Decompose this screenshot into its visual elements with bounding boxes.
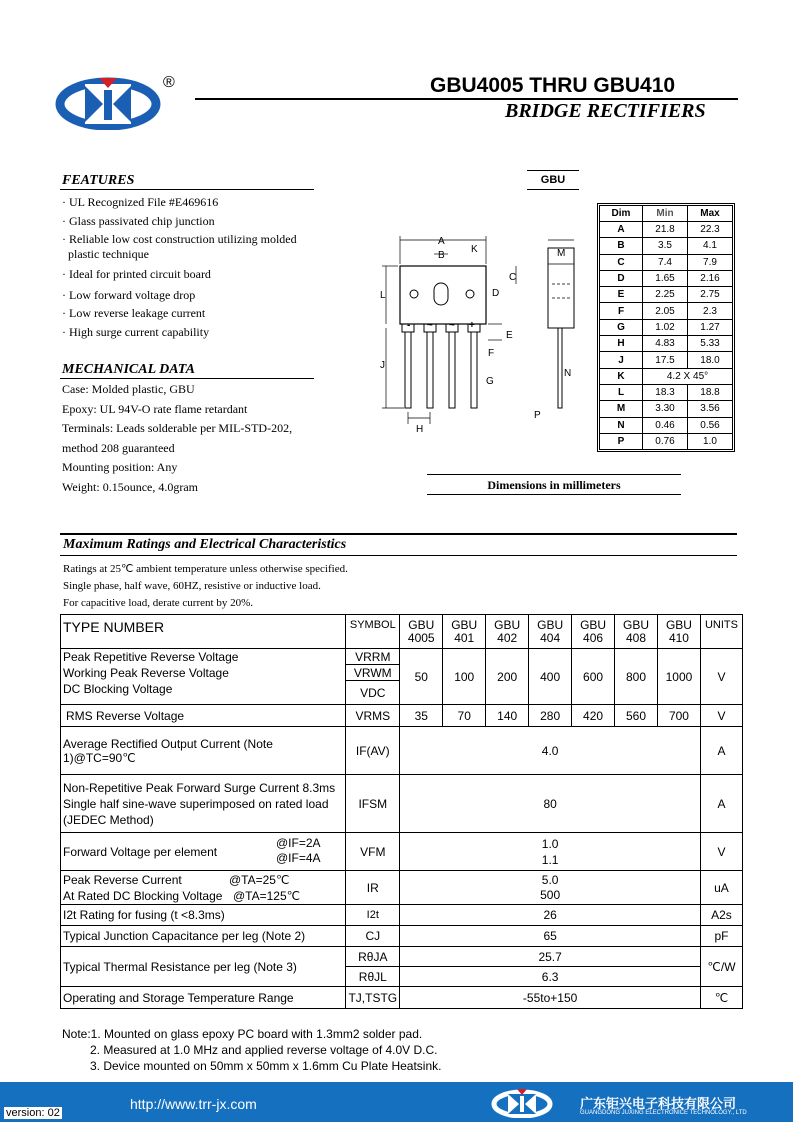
table-cell: 26 (400, 905, 701, 926)
table-cell: @IF=2A (276, 836, 321, 850)
table-cell: I2t (346, 905, 400, 926)
dim-label-l: L (380, 290, 386, 301)
table-row (61, 775, 743, 833)
table-cell: 200 (486, 649, 529, 705)
company-logo (55, 74, 165, 130)
table-cell: 1.27 (688, 319, 733, 335)
table-cell: 2.05 (643, 303, 688, 319)
mechanical-item: Weight: 0.15ounce, 4.0gram (62, 479, 199, 494)
table-cell: IR (346, 871, 400, 905)
mechanical-item: method 208 guaranteed (62, 440, 175, 455)
table-row (61, 905, 743, 926)
table-cell (400, 871, 701, 905)
table-cell: ℃/W (700, 947, 742, 987)
table-cell: 18.0 (688, 352, 733, 368)
table-cell: L (600, 384, 643, 400)
table-row (61, 833, 743, 871)
mechanical-item: Case: Molded plastic, GBU (62, 382, 195, 396)
ratings-title: Maximum Ratings and Electrical Characteristics (63, 537, 347, 552)
mechanical-rule (60, 378, 314, 379)
table-row (600, 206, 733, 222)
table-row (600, 303, 733, 319)
table-cell: 140 (486, 705, 529, 727)
table-cell: 404 (540, 630, 561, 645)
table-cell: Working Peak Reverse Voltage (63, 666, 229, 680)
table-cell (529, 615, 572, 649)
dim-label-g: G (486, 376, 494, 387)
table-cell: 420 (572, 705, 615, 727)
table-cell: 1.1 (541, 852, 559, 867)
table-row (61, 871, 743, 905)
table-cell: @TA=25℃ (229, 873, 290, 887)
footer-logo (490, 1088, 554, 1118)
table-cell: VRRM (346, 649, 400, 665)
table-cell: M (600, 401, 643, 417)
table-row (61, 649, 743, 665)
table-cell: 3.5 (643, 238, 688, 254)
table-cell: IFSM (346, 775, 400, 833)
table-cell: ℃ (700, 987, 742, 1009)
lead-ac1: ~ (427, 320, 433, 331)
table-cell: 4.1 (688, 238, 733, 254)
table-cell: 21.8 (643, 222, 688, 238)
table-cell (61, 833, 346, 871)
table-cell: P (600, 433, 643, 449)
table-cell: V (700, 705, 742, 727)
table-cell: N (600, 417, 643, 433)
table-cell: Average Rectified Output Current (Note 1)@TC=90℃ (61, 727, 346, 775)
table-cell: 100 (443, 649, 486, 705)
table-cell: G (600, 319, 643, 335)
note-line: Note:1. Mounted on glass epoxy PC board with 1.3mm2 solder pad. (62, 1027, 423, 1041)
dim-label-e: E (506, 330, 513, 341)
table-cell: 2.16 (688, 270, 733, 286)
table-cell: Peak Repetitive Reverse Voltage (63, 650, 239, 664)
table-cell: RMS Reverse Voltage (61, 705, 346, 727)
table-row (600, 319, 733, 335)
table-cell: C (600, 254, 643, 270)
table-cell: 0.76 (643, 433, 688, 449)
table-row (61, 947, 743, 967)
table-cell: V (700, 833, 742, 871)
dim-label-j: J (380, 360, 385, 371)
table-cell: 410 (668, 630, 689, 645)
table-cell: @IF=4A (276, 851, 321, 865)
website-link[interactable]: http://www.trr-jx.com (130, 1096, 257, 1112)
lead-plus: + (469, 320, 475, 331)
table-cell: B (600, 238, 643, 254)
footer-bar (0, 1082, 793, 1122)
table-cell: At Rated DC Blocking Voltage (63, 888, 223, 903)
dim-label-b: B (438, 250, 445, 261)
table-cell: 50 (400, 649, 443, 705)
table-cell: @TA=125℃ (233, 889, 301, 903)
table-cell: VFM (346, 833, 400, 871)
table-cell (61, 649, 346, 705)
feature-item: plastic technique (68, 247, 149, 261)
caption-rule-top (427, 474, 681, 475)
version-label: version: 02 (6, 1107, 60, 1119)
dimension-table (599, 205, 733, 450)
table-cell: E (600, 287, 643, 303)
table-cell: CJ (346, 926, 400, 947)
dim-label-p: P (534, 410, 541, 421)
table-cell: 3.56 (688, 401, 733, 417)
company-name-en: GUANGDONG JUXING ELECTRONICE TECHNOLOGY., LTD (580, 1110, 747, 1116)
table-cell: 4.0 (400, 727, 701, 775)
table-cell: 0.46 (643, 417, 688, 433)
table-cell (61, 775, 346, 833)
table-cell: 408 (626, 630, 647, 645)
feature-item: · High surge current capability (62, 325, 210, 339)
table-cell: Operating and Storage Temperature Range (61, 987, 346, 1009)
table-cell (615, 615, 658, 649)
table-cell: VDC (346, 681, 400, 705)
dim-label-a: A (438, 236, 445, 247)
mechanical-item: Epoxy: UL 94V-O rate flame retardant (62, 401, 248, 416)
table-cell: pF (700, 926, 742, 947)
lead-ac2: ~ (449, 320, 455, 331)
dim-label-c: C (509, 272, 517, 283)
table-cell: Non-Repetitive Peak Forward Surge Current 8.3ms (63, 780, 336, 795)
table-row (61, 987, 743, 1009)
table-cell: GBU (451, 617, 478, 632)
table-cell: 1.0 (541, 836, 559, 851)
table-cell: 800 (615, 649, 658, 705)
table-cell: IF(AV) (346, 727, 400, 775)
min-header: Min (643, 206, 688, 222)
feature-item: · Ideal for printed circuit board (62, 267, 211, 281)
table-cell: 2.75 (688, 287, 733, 303)
table-cell: RθJA (346, 947, 400, 967)
table-row (600, 417, 733, 433)
table-cell (572, 615, 615, 649)
table-cell: Typical Junction Capacitance per leg (Note 2) (61, 926, 346, 947)
table-cell: 65 (400, 926, 701, 947)
dim-label-h: H (416, 424, 424, 435)
table-row (600, 433, 733, 449)
table-cell: A (600, 222, 643, 238)
intro-line: Ratings at 25℃ ambient temperature unless otherwise specified. (63, 563, 348, 575)
table-row (600, 270, 733, 286)
table-cell: Single half sine-wave superimposed on rated load (63, 796, 329, 811)
table-cell: 5.33 (688, 336, 733, 352)
package-drawing (378, 228, 590, 436)
mechanical-title: MECHANICAL DATA (62, 362, 195, 377)
table-cell: 18.3 (643, 384, 688, 400)
table-cell (400, 833, 701, 871)
table-cell: 401 (454, 630, 475, 645)
table-cell: 560 (615, 705, 658, 727)
feature-item: · Reliable low cost construction utilizing molded (62, 232, 297, 246)
lead-minus: - (407, 320, 411, 331)
table-cell (443, 615, 486, 649)
symbol-header: SYMBOL (346, 615, 400, 649)
feature-item: · UL Recognized File #E469616 (62, 195, 219, 209)
table-cell: 80 (400, 775, 701, 833)
table-cell: 400 (529, 649, 572, 705)
table-cell: 1.02 (643, 319, 688, 335)
table-row (600, 352, 733, 368)
table-cell: 7.4 (643, 254, 688, 270)
table-cell: A (700, 775, 742, 833)
table-cell: (JEDEC Method) (63, 812, 154, 827)
table-cell: 700 (658, 705, 701, 727)
table-row (61, 705, 743, 727)
page-title: GBU4005 THRU GBU410 (430, 74, 676, 97)
table-cell: Forward Voltage per element (63, 844, 218, 859)
note-line: 3. Device mounted on 50mm x 50mm x 1.6mm Cu Plate Heatsink. (90, 1059, 442, 1073)
ratings-rule-top (60, 533, 737, 535)
mechanical-item: Terminals: Leads solderable per MIL-STD-202, (62, 421, 293, 435)
table-cell: 5.0 (541, 872, 559, 887)
package-label: GBU (527, 170, 579, 190)
dim-label-n: N (564, 368, 572, 379)
page-subtitle: BRIDGE RECTIFIERS (505, 100, 706, 122)
table-cell: 3.30 (643, 401, 688, 417)
notes (62, 1026, 441, 1074)
registered-mark: ® (163, 74, 175, 91)
dim-header: Dim (600, 206, 643, 222)
table-cell: 4005 (407, 630, 435, 645)
table-cell (61, 871, 346, 905)
table-cell: GBU (580, 617, 607, 632)
table-cell: GBU (494, 617, 521, 632)
table-cell: 406 (583, 630, 604, 645)
table-row (600, 238, 733, 254)
table-cell: 25.7 (400, 947, 701, 967)
table-cell: 2.3 (688, 303, 733, 319)
table-cell: uA (700, 871, 742, 905)
table-row (600, 254, 733, 270)
table-row (600, 401, 733, 417)
table-cell: GBU (623, 617, 650, 632)
max-header: Max (688, 206, 733, 222)
table-cell: 22.3 (688, 222, 733, 238)
table-cell: V (700, 649, 742, 705)
intro-line: Single phase, half wave, 60HZ, resistive or inductive load. (63, 580, 321, 592)
ratings-intro (63, 561, 348, 612)
table-cell (486, 615, 529, 649)
intro-line: For capacitive load, derate current by 20%. (63, 597, 253, 609)
table-cell: 2.25 (643, 287, 688, 303)
table-cell: D (600, 270, 643, 286)
note-line: 2. Measured at 1.0 MHz and applied reverse voltage of 4.0V D.C. (90, 1043, 438, 1057)
features-title: FEATURES (62, 173, 135, 188)
ratings-table (60, 614, 743, 1009)
table-cell: H (600, 336, 643, 352)
features-list (62, 195, 297, 343)
table-cell: VRMS (346, 705, 400, 727)
mechanical-list (62, 380, 292, 497)
table-cell: 402 (497, 630, 518, 645)
units-header: UNITS (700, 615, 742, 649)
table-cell: GBU (665, 617, 692, 632)
table-cell: F (600, 303, 643, 319)
features-rule (60, 189, 314, 190)
table-cell: Peak Reverse Current (63, 872, 182, 887)
table-cell: 500 (540, 887, 561, 902)
table-cell: 6.3 (400, 967, 701, 987)
table-cell: VRWM (346, 665, 400, 681)
table-cell: Typical Thermal Resistance per leg (Note 3) (61, 947, 346, 987)
table-cell: 70 (443, 705, 486, 727)
table-cell: 600 (572, 649, 615, 705)
table-row (600, 287, 733, 303)
table-cell: GBU (537, 617, 564, 632)
table-row (600, 336, 733, 352)
table-cell: 35 (400, 705, 443, 727)
table-row (600, 384, 733, 400)
dim-label-m: M (557, 248, 566, 259)
dim-label-d: D (492, 288, 500, 299)
mechanical-item: Mounting position: Any (62, 460, 178, 474)
dim-label-f: F (488, 348, 495, 359)
type-number-header: TYPE NUMBER (61, 615, 346, 649)
dimensions-caption: Dimensions in millimeters (487, 478, 621, 492)
table-row (61, 727, 743, 775)
table-cell: 7.9 (688, 254, 733, 270)
dim-label-k: K (471, 244, 478, 255)
table-cell: I2t Rating for fusing (t <8.3ms) (61, 905, 346, 926)
caption-rule-bottom (427, 494, 681, 495)
table-cell: A (700, 727, 742, 775)
feature-item: · Low forward voltage drop (62, 288, 196, 302)
table-cell: K (600, 368, 643, 384)
table-cell: A2s (700, 905, 742, 926)
company-name-cn: 广东钜兴电子科技有限公司 (580, 1096, 737, 1111)
table-cell: 1000 (658, 649, 701, 705)
table-cell: 1.0 (688, 433, 733, 449)
table-cell: RθJL (346, 967, 400, 987)
table-cell: -55to+150 (400, 987, 701, 1009)
table-cell (658, 615, 701, 649)
table-cell: J (600, 352, 643, 368)
ratings-rule-bottom (60, 555, 737, 556)
table-cell: 1.65 (643, 270, 688, 286)
table-cell: 18.8 (688, 384, 733, 400)
table-cell: DC Blocking Voltage (63, 682, 173, 696)
table-header-row (61, 615, 743, 649)
feature-item: · Low reverse leakage current (62, 306, 206, 320)
table-cell (400, 615, 443, 649)
table-cell: 4.83 (643, 336, 688, 352)
table-cell: 4.2 X 45° (643, 368, 733, 384)
table-row (61, 926, 743, 947)
table-row (600, 222, 733, 238)
table-cell: GBU (408, 617, 435, 632)
table-row (600, 368, 733, 384)
table-cell: 0.56 (688, 417, 733, 433)
table-cell: 17.5 (643, 352, 688, 368)
table-cell: TJ,TSTG (346, 987, 400, 1009)
dimension-table-frame (597, 203, 735, 452)
feature-item: · Glass passivated chip junction (62, 214, 215, 228)
table-cell: 280 (529, 705, 572, 727)
